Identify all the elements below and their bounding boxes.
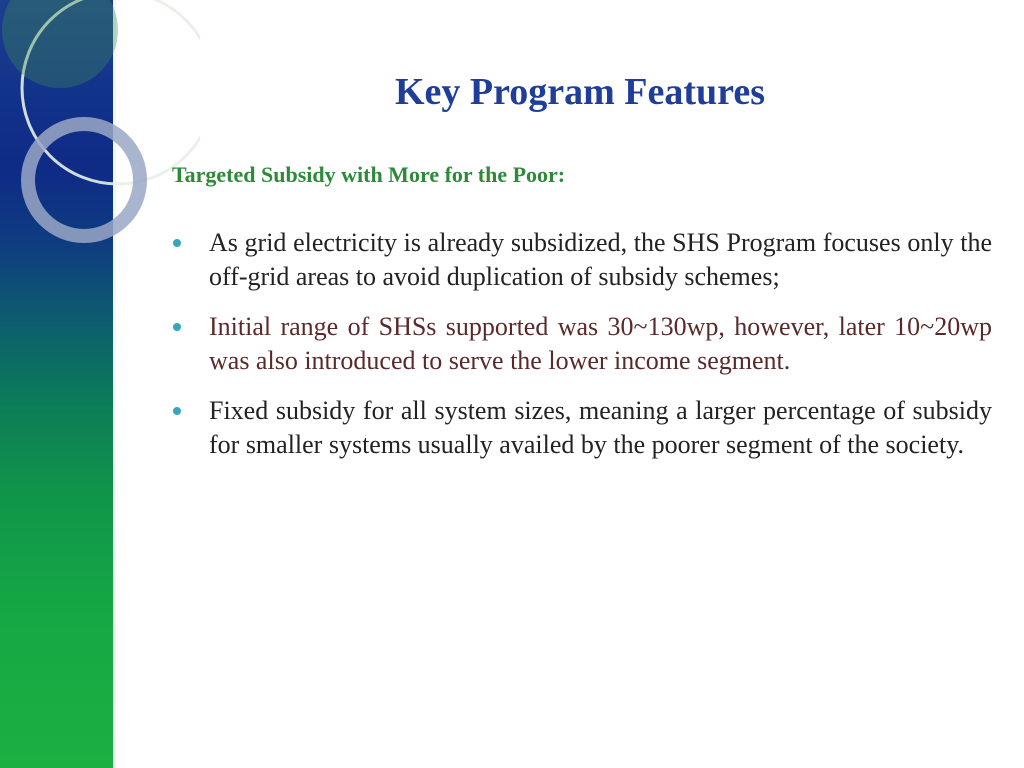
bullet-text: As grid electricity is already subsidized, the SHS Program focuses only the off-grid areas to avoid duplication of subsidy schemes; xyxy=(209,228,992,291)
decorative-rings-graphic xyxy=(0,0,200,260)
slide-subtitle: Targeted Subsidy with More for the Poor: xyxy=(172,162,566,187)
bullet-text: Initial range of SHSs supported was 30~130wp, however, later 10~20wp was also introduced to serve the lower income segment. xyxy=(209,312,992,375)
decorative-fill-circle xyxy=(2,0,118,88)
bullet-item xyxy=(170,310,992,378)
bullet-marker-icon xyxy=(173,239,181,247)
bullet-item xyxy=(170,226,992,294)
bullet-text: Fixed subsidy for all system sizes, meaning a larger percentage of subsidy for smaller systems usually availed by the poorer segment of the society. xyxy=(209,396,992,459)
bullet-marker-icon xyxy=(173,323,181,331)
decorative-ring xyxy=(28,124,140,236)
bullet-list xyxy=(170,226,992,478)
slide-title: Key Program Features xyxy=(394,71,766,113)
bullet-item xyxy=(170,394,992,462)
bullet-marker-icon xyxy=(173,407,181,415)
